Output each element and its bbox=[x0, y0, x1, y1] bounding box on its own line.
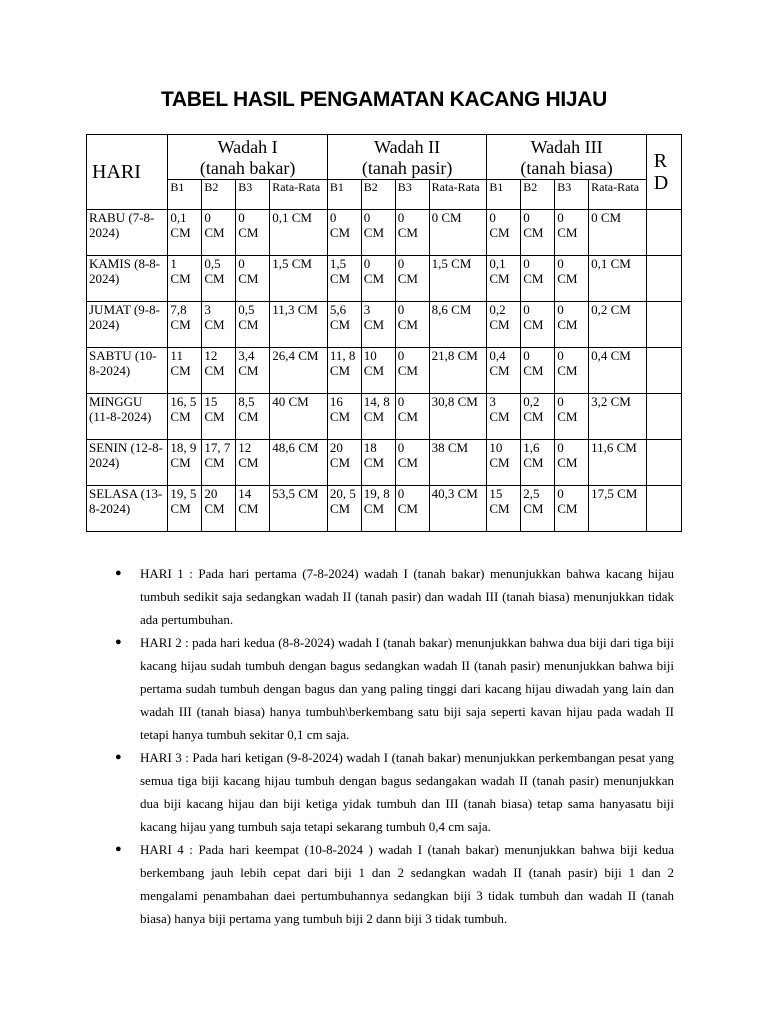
measurement-cell: 0 CM bbox=[555, 256, 589, 302]
measurement-cell: 12 CM bbox=[236, 440, 270, 486]
day-cell: SENIN (12-8-2024) bbox=[87, 440, 168, 486]
measurement-cell: 0 CM bbox=[589, 210, 647, 256]
rd-cell bbox=[646, 440, 681, 486]
day-cell: MINGGU (11-8-2024) bbox=[87, 394, 168, 440]
measurement-cell: 0 CM bbox=[521, 256, 555, 302]
measurement-cell: 3,4 CM bbox=[236, 348, 270, 394]
measurement-cell: 3 CM bbox=[361, 302, 395, 348]
subheader-rata: Rata-Rata bbox=[270, 180, 328, 210]
measurement-cell: 53,5 CM bbox=[270, 486, 328, 532]
measurement-cell: 0,4 CM bbox=[589, 348, 647, 394]
measurement-cell: 0 CM bbox=[555, 302, 589, 348]
measurement-cell: 1,5 CM bbox=[429, 256, 487, 302]
measurement-cell: 0 CM bbox=[555, 348, 589, 394]
measurement-cell: 40,3 CM bbox=[429, 486, 487, 532]
measurement-cell: 26,4 CM bbox=[270, 348, 328, 394]
measurement-cell: 20 CM bbox=[202, 486, 236, 532]
list-item bbox=[100, 562, 674, 631]
measurement-cell: 0,2 CM bbox=[521, 394, 555, 440]
measurement-cell: 16, 5 CM bbox=[168, 394, 202, 440]
measurement-cell: 1,5 CM bbox=[327, 256, 361, 302]
measurement-cell: 0 CM bbox=[395, 210, 429, 256]
table-row bbox=[87, 348, 682, 394]
rd-cell bbox=[646, 348, 681, 394]
measurement-cell: 5,6 CM bbox=[327, 302, 361, 348]
measurement-cell: 0,1 CM bbox=[589, 256, 647, 302]
subheader-b3: B3 bbox=[555, 180, 589, 210]
measurement-cell: 0,2 CM bbox=[487, 302, 521, 348]
measurement-cell: 0 CM bbox=[395, 394, 429, 440]
table-row bbox=[87, 210, 682, 256]
group-name: Wadah I bbox=[217, 137, 278, 157]
rd-cell bbox=[646, 486, 681, 532]
subheader-b2: B2 bbox=[361, 180, 395, 210]
bullet-icon: ● bbox=[115, 751, 122, 763]
measurement-cell: 0 CM bbox=[555, 394, 589, 440]
list-item bbox=[100, 838, 674, 930]
measurement-cell: 7,8 CM bbox=[168, 302, 202, 348]
measurement-cell: 15 CM bbox=[202, 394, 236, 440]
group-sub: (tanah pasir) bbox=[361, 158, 453, 178]
measurement-cell: 3 CM bbox=[202, 302, 236, 348]
measurement-cell: 48,6 CM bbox=[270, 440, 328, 486]
measurement-cell: 0 CM bbox=[395, 302, 429, 348]
note-text: HARI 1 : Pada hari pertama (7-8-2024) wadah I (tanah bakar) menunjukkan bahwa kacang hijau tumbuh sedikit saja sedangkan wadah II (tanah pasir) dan wadah III (tanah biasa) menunjukkan tidak ada pertumbuhan. bbox=[140, 566, 674, 627]
group-name: Wadah II bbox=[374, 137, 441, 157]
table-row bbox=[87, 256, 682, 302]
measurement-cell: 0 CM bbox=[361, 210, 395, 256]
day-cell: SABTU (10-8-2024) bbox=[87, 348, 168, 394]
measurement-cell: 19, 5 CM bbox=[168, 486, 202, 532]
subheader-rata: Rata-Rata bbox=[589, 180, 647, 210]
measurement-cell: 0 CM bbox=[236, 256, 270, 302]
subheader-b3: B3 bbox=[395, 180, 429, 210]
bullet-icon: ● bbox=[115, 567, 122, 579]
measurement-cell: 0 CM bbox=[361, 256, 395, 302]
header-wadah-2 bbox=[327, 135, 486, 180]
measurement-cell: 11,6 CM bbox=[589, 440, 647, 486]
measurement-cell: 19, 8 CM bbox=[361, 486, 395, 532]
measurement-cell: 0 CM bbox=[395, 256, 429, 302]
measurement-cell: 8,5 CM bbox=[236, 394, 270, 440]
subheader-b1: B1 bbox=[168, 180, 202, 210]
measurement-cell: 1 CM bbox=[168, 256, 202, 302]
note-text: HARI 4 : Pada hari keempat (10-8-2024 ) wadah I (tanah bakar) menunjukkan bahwa biji kedua berkembang jauh lebih cepat dari biji 1 dan 2 sedangkan wadah II (tanah pasir) biji 1 dan 2 mengalami penambahan daei pertumbuhannya sedangkan biji 3 tidak tumbuh dan wadah II (tanah biasa) hanya biji pertama yang tumbuh biji 2 dann biji 3 tidak tumbuh. bbox=[140, 842, 674, 926]
measurement-cell: 3,2 CM bbox=[589, 394, 647, 440]
measurement-cell: 0,5 CM bbox=[236, 302, 270, 348]
table-row bbox=[87, 302, 682, 348]
measurement-cell: 0 CM bbox=[521, 348, 555, 394]
list-item bbox=[100, 631, 674, 746]
measurement-cell: 15 CM bbox=[487, 486, 521, 532]
measurement-cell: 11, 8 CM bbox=[327, 348, 361, 394]
measurement-cell: 0 CM bbox=[555, 210, 589, 256]
measurement-cell: 0 CM bbox=[236, 210, 270, 256]
measurement-cell: 10 CM bbox=[487, 440, 521, 486]
measurement-cell: 1,6 CM bbox=[521, 440, 555, 486]
group-sub: (tanah bakar) bbox=[199, 158, 296, 178]
measurement-cell: 0 CM bbox=[521, 302, 555, 348]
measurement-cell: 0,1 CM bbox=[487, 256, 521, 302]
table-row bbox=[87, 440, 682, 486]
measurement-cell: 17, 7 CM bbox=[202, 440, 236, 486]
subheader-b1: B1 bbox=[487, 180, 521, 210]
observation-notes bbox=[100, 562, 674, 930]
table-row bbox=[87, 486, 682, 532]
page-title: TABEL HASIL PENGAMATAN KACANG HIJAU bbox=[160, 88, 608, 111]
measurement-cell: 0 CM bbox=[202, 210, 236, 256]
subheader-b2: B2 bbox=[202, 180, 236, 210]
measurement-cell: 0 CM bbox=[555, 440, 589, 486]
measurement-cell: 14 CM bbox=[236, 486, 270, 532]
measurement-cell: 0,2 CM bbox=[589, 302, 647, 348]
group-name: Wadah III bbox=[530, 137, 603, 157]
day-cell: KAMIS (8-8-2024) bbox=[87, 256, 168, 302]
group-sub: (tanah biasa) bbox=[520, 158, 613, 178]
list-item bbox=[100, 746, 674, 838]
measurement-cell: 0 CM bbox=[395, 486, 429, 532]
measurement-cell: 14, 8 CM bbox=[361, 394, 395, 440]
measurement-cell: 17,5 CM bbox=[589, 486, 647, 532]
rd-cell bbox=[646, 210, 681, 256]
subheader-rata: Rata-Rata bbox=[429, 180, 487, 210]
rd-cell bbox=[646, 394, 681, 440]
measurement-cell: 0 CM bbox=[395, 348, 429, 394]
measurement-cell: 0,1 CM bbox=[270, 210, 328, 256]
rd-label: R D bbox=[653, 150, 669, 194]
bullet-icon: ● bbox=[115, 636, 122, 648]
table-row bbox=[87, 394, 682, 440]
measurement-cell: 3 CM bbox=[487, 394, 521, 440]
measurement-cell: 0,1 CM bbox=[168, 210, 202, 256]
table-body bbox=[87, 210, 682, 532]
observation-table bbox=[86, 134, 682, 532]
measurement-cell: 18, 9 CM bbox=[168, 440, 202, 486]
measurement-cell: 0 CM bbox=[555, 486, 589, 532]
day-cell: JUMAT (9-8-2024) bbox=[87, 302, 168, 348]
measurement-cell: 40 CM bbox=[270, 394, 328, 440]
subheader-b3: B3 bbox=[236, 180, 270, 210]
subheader-b1: B1 bbox=[327, 180, 361, 210]
measurement-cell: 0 CM bbox=[327, 210, 361, 256]
note-text: HARI 3 : Pada hari ketigan (9-8-2024) wadah I (tanah bakar) menunjukkan perkembangan pesat yang semua tiga biji kacang hijau tumbuh dengan bagus sedangakan wadah II (tanah pasir) menunjukkan dua biji kacang hijau dan biji ketiga yidak tumbuh dan III (tanah biasa) tetap sama hanyasatu biji kacang hijau yang tumbuh saja tetapi sekarang tumbuh 0,4 cm saja. bbox=[140, 750, 674, 834]
header-rd bbox=[646, 135, 681, 210]
header-hari: HARI bbox=[87, 135, 168, 210]
day-cell: RABU (7-8-2024) bbox=[87, 210, 168, 256]
measurement-cell: 12 CM bbox=[202, 348, 236, 394]
measurement-cell: 20 CM bbox=[327, 440, 361, 486]
measurement-cell: 0 CM bbox=[521, 210, 555, 256]
measurement-cell: 11 CM bbox=[168, 348, 202, 394]
measurement-cell: 18 CM bbox=[361, 440, 395, 486]
rd-cell bbox=[646, 256, 681, 302]
measurement-cell: 38 CM bbox=[429, 440, 487, 486]
measurement-cell: 20, 5 CM bbox=[327, 486, 361, 532]
day-cell: SELASA (13-8-2024) bbox=[87, 486, 168, 532]
measurement-cell: 11,3 CM bbox=[270, 302, 328, 348]
measurement-cell: 0,4 CM bbox=[487, 348, 521, 394]
rd-cell bbox=[646, 302, 681, 348]
measurement-cell: 0 CM bbox=[429, 210, 487, 256]
measurement-cell: 16 CM bbox=[327, 394, 361, 440]
header-wadah-1 bbox=[168, 135, 327, 180]
note-text: HARI 2 : pada hari kedua (8-8-2024) wadah I (tanah bakar) menunjukkan bahwa dua biji dari tiga biji kacang hijau sudah tumbuh dengan bagus sedangkan wadah II (tanah pasir) menunjukkan bahwa biji pertama sudah tumbuh dengan bagus dan yang paling tinggi dari kacang hijau diwadah yang lain dan wadah III (tanah biasa) hanya tumbuh\berkembang satu biji saja seperti kavan hijau pada wadah II tetapi hanya tumbuh sekitar 0,1 cm saja. bbox=[140, 635, 674, 742]
measurement-cell: 2,5 CM bbox=[521, 486, 555, 532]
bullet-icon: ● bbox=[115, 843, 122, 855]
measurement-cell: 30,8 CM bbox=[429, 394, 487, 440]
header-wadah-3 bbox=[487, 135, 646, 180]
measurement-cell: 0 CM bbox=[395, 440, 429, 486]
measurement-cell: 1,5 CM bbox=[270, 256, 328, 302]
measurement-cell: 0,5 CM bbox=[202, 256, 236, 302]
measurement-cell: 0 CM bbox=[487, 210, 521, 256]
measurement-cell: 21,8 CM bbox=[429, 348, 487, 394]
measurement-cell: 8,6 CM bbox=[429, 302, 487, 348]
measurement-cell: 10 CM bbox=[361, 348, 395, 394]
subheader-b2: B2 bbox=[521, 180, 555, 210]
